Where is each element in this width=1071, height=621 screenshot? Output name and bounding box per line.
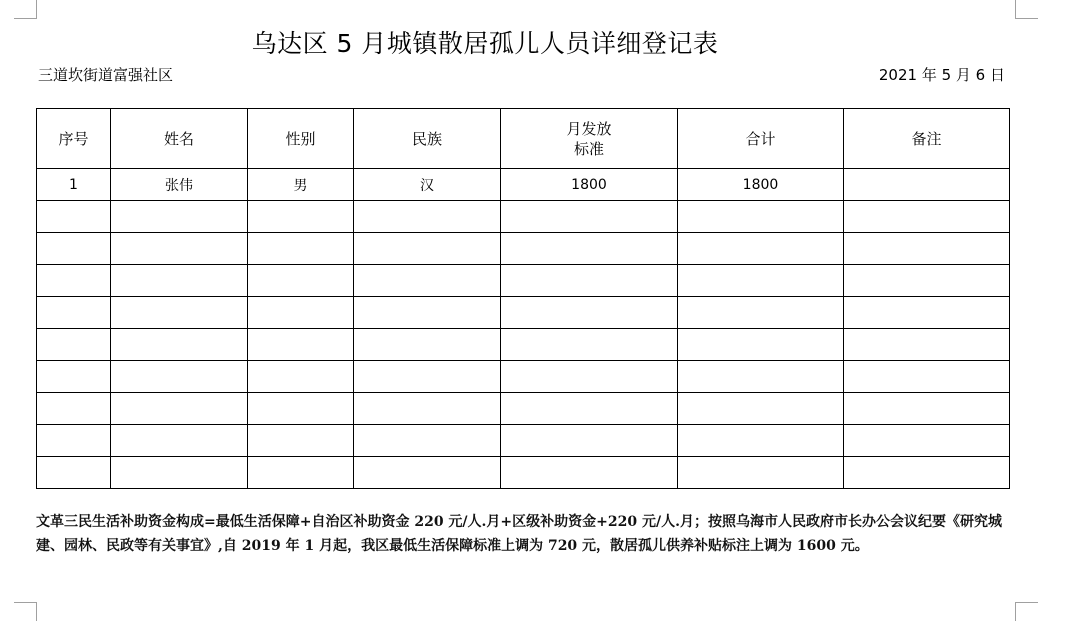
table-cell <box>844 297 1010 329</box>
document-title: 乌达区 5 月城镇散居孤儿人员详细登记表 <box>251 29 719 58</box>
table-row <box>37 457 1010 489</box>
column-header: 姓名 <box>111 109 248 169</box>
table-cell <box>501 265 678 297</box>
table-row <box>37 265 1010 297</box>
table-cell <box>248 297 354 329</box>
table-body <box>37 169 1010 489</box>
table-cell: 张伟 <box>111 169 248 201</box>
table-cell <box>248 329 354 361</box>
table-cell <box>354 361 501 393</box>
document-date: 2021 年 5 月 6 日 <box>878 66 1005 84</box>
table-row <box>37 361 1010 393</box>
table-cell <box>501 233 678 265</box>
table-cell <box>844 233 1010 265</box>
table-cell <box>37 201 111 233</box>
organization-name: 三道坎街道富强社区 <box>38 66 174 84</box>
table-row <box>37 425 1010 457</box>
table-cell <box>37 361 111 393</box>
table-cell <box>111 201 248 233</box>
table-cell <box>501 201 678 233</box>
table-cell <box>354 425 501 457</box>
table-cell <box>37 425 111 457</box>
table-cell <box>111 329 248 361</box>
footnote: 文革三民生活补助资金构成=最低生活保障+自治区补助资金 220 元/人.月+区级补助资金+220 元/人.月；按照乌海市人民政府市长办公会议纪要《研究城建、园林、民政等有关事宜》,自 2019 年 1 月起，我区最低生活保障标准上调为 720 元，散居孤儿供养补贴标注上调为 1600 元。 <box>36 514 1002 554</box>
table-cell <box>354 329 501 361</box>
table-cell <box>501 361 678 393</box>
table-cell <box>678 361 844 393</box>
table-cell: 1 <box>37 169 111 201</box>
table-row <box>37 169 1010 201</box>
table-cell <box>248 265 354 297</box>
table-cell <box>501 297 678 329</box>
table-cell <box>844 425 1010 457</box>
table-cell: 1800 <box>501 169 678 201</box>
table-cell <box>248 425 354 457</box>
table-row <box>37 233 1010 265</box>
table-cell <box>501 457 678 489</box>
crop-mark-top-right <box>1015 0 1038 19</box>
table-cell <box>501 329 678 361</box>
column-header: 序号 <box>37 109 111 169</box>
table-cell <box>111 265 248 297</box>
table-cell <box>501 393 678 425</box>
table-cell <box>37 297 111 329</box>
table-cell <box>248 201 354 233</box>
table-cell: 男 <box>248 169 354 201</box>
column-header: 备注 <box>844 109 1010 169</box>
table-row <box>37 393 1010 425</box>
table-cell <box>678 201 844 233</box>
column-header: 民族 <box>354 109 501 169</box>
table-cell <box>37 233 111 265</box>
table-cell <box>248 233 354 265</box>
table-row <box>37 329 1010 361</box>
table-cell <box>678 297 844 329</box>
table-cell <box>111 425 248 457</box>
crop-mark-bottom-right <box>1015 602 1038 621</box>
table-cell <box>354 201 501 233</box>
table-cell: 1800 <box>678 169 844 201</box>
table-cell <box>37 457 111 489</box>
table-cell <box>844 361 1010 393</box>
table-cell <box>678 265 844 297</box>
table-cell <box>844 265 1010 297</box>
table-row <box>37 201 1010 233</box>
column-header: 性别 <box>248 109 354 169</box>
table-cell <box>678 393 844 425</box>
table-cell <box>354 457 501 489</box>
table-cell <box>354 393 501 425</box>
table-cell <box>501 425 678 457</box>
table-row <box>37 297 1010 329</box>
table-cell <box>354 265 501 297</box>
table-cell <box>678 425 844 457</box>
table-cell <box>111 361 248 393</box>
table-cell <box>354 297 501 329</box>
table-cell <box>111 297 248 329</box>
table-cell <box>844 201 1010 233</box>
table-cell <box>111 393 248 425</box>
crop-mark-bottom-left <box>14 602 37 621</box>
table-cell <box>678 457 844 489</box>
table-cell <box>111 233 248 265</box>
table-cell <box>678 329 844 361</box>
table-cell <box>37 265 111 297</box>
table-cell <box>844 329 1010 361</box>
table-header-row <box>37 109 1010 169</box>
table-cell <box>37 393 111 425</box>
table-cell <box>354 233 501 265</box>
table-cell <box>248 393 354 425</box>
crop-mark-top-left <box>14 0 37 19</box>
table-cell <box>248 361 354 393</box>
table-cell <box>844 169 1010 201</box>
table-cell <box>678 233 844 265</box>
column-header: 合计 <box>678 109 844 169</box>
table-cell <box>844 393 1010 425</box>
table-cell <box>37 329 111 361</box>
table-cell <box>844 457 1010 489</box>
registration-table <box>36 108 1010 489</box>
table-cell <box>248 457 354 489</box>
column-header: 月发放 标准 <box>501 109 678 169</box>
table-cell: 汉 <box>354 169 501 201</box>
table-cell <box>111 457 248 489</box>
